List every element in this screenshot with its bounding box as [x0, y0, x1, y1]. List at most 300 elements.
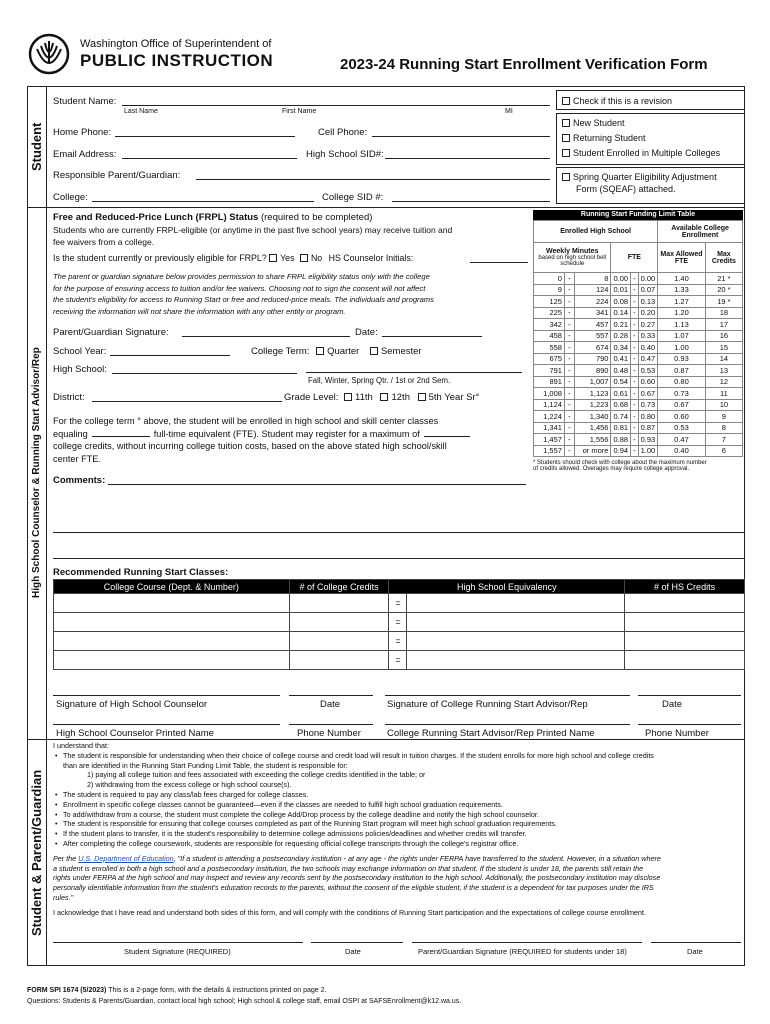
- email-label: Email Address:: [53, 149, 117, 160]
- class-cell-hs-equivalency[interactable]: [389, 651, 625, 670]
- funding-cell-min-from: 1,341: [534, 422, 565, 434]
- fte-line-3: college credits, without incurring college tuition costs, based on the above stated high school/skill: [53, 441, 447, 451]
- class-cell-college-course[interactable]: [54, 594, 290, 613]
- funding-cell-dash: -: [631, 376, 639, 388]
- college-term-label: College Term:: [251, 346, 310, 357]
- class-row: [54, 613, 745, 632]
- funding-cell-dash: -: [564, 411, 574, 423]
- revision-label: Check if this is a revision: [573, 96, 673, 106]
- ferpa-quote: [53, 854, 743, 903]
- funding-cell-max-fte: 0.80: [658, 376, 706, 388]
- equals-sign: =: [389, 594, 407, 612]
- funding-cell-max-fte: 1.13: [658, 319, 706, 331]
- funding-cell-dash: -: [631, 307, 639, 319]
- funding-cell-dash: -: [631, 422, 639, 434]
- funding-footnote-2: of credits allowed. Overages may require college approval.: [533, 466, 690, 472]
- sqeaf-checkbox-icon[interactable]: [562, 173, 570, 181]
- funding-cell-dash: -: [631, 445, 639, 457]
- funding-row: [534, 342, 743, 354]
- funding-cell-fte-to: 0.47: [638, 353, 658, 365]
- agreement-list: [53, 751, 743, 849]
- student-name-field[interactable]: [122, 105, 550, 106]
- frpl-note-4: receiving the information will not share the information with any other entity or program.: [53, 306, 346, 316]
- funding-cell-dash: -: [564, 422, 574, 434]
- funding-cell-max-credits: 13: [705, 365, 742, 377]
- funding-cell-max-credits: 10: [705, 399, 742, 411]
- grade-12-label: 12th: [391, 392, 410, 403]
- form-title: 2023-24 Running Start Enrollment Verification Form: [340, 56, 708, 73]
- class-cell-college-credits[interactable]: [289, 594, 389, 613]
- college-advisor-name-label: College Running Start Advisor/Rep Printed Name: [387, 728, 595, 739]
- agency-line1: Washington Office of Superintendent of: [80, 38, 272, 50]
- funding-cell-max-credits: 8: [705, 422, 742, 434]
- frpl-date-label: Date:: [355, 327, 378, 338]
- funding-cell-dash: -: [564, 353, 574, 365]
- funding-cell-fte-from: 0.01: [611, 284, 631, 296]
- funding-cell-min-from: 9: [534, 284, 565, 296]
- classes-body: [54, 594, 745, 670]
- footer-form-note: This is a 2-page form, with the details & instructions printed on page 2.: [106, 987, 327, 994]
- fte-line-4: center FTE.: [53, 453, 101, 464]
- class-cell-hs-equivalency[interactable]: [389, 594, 625, 613]
- student-sig-field[interactable]: [53, 942, 303, 943]
- funding-cell-dash: -: [564, 399, 574, 411]
- funding-cell-min-from: 1,124: [534, 399, 565, 411]
- college-advisor-sig-field[interactable]: [385, 695, 630, 696]
- student-date-field[interactable]: [311, 942, 403, 943]
- frpl-title-note: (required to be completed): [260, 212, 373, 223]
- class-row: [54, 651, 745, 670]
- sqeaf-label-1: Spring Quarter Eligibility Adjustment: [573, 172, 717, 182]
- funding-cell-min-from: 1,224: [534, 411, 565, 423]
- funding-cell-max-credits: 9: [705, 411, 742, 423]
- funding-cell-max-fte: 1.00: [658, 342, 706, 354]
- funding-cell-dash: -: [564, 319, 574, 331]
- funding-row: [534, 273, 743, 285]
- semester-label: Semester: [380, 346, 422, 357]
- funding-cell-fte-to: 0.60: [638, 376, 658, 388]
- guardian-sig-field[interactable]: [412, 942, 642, 943]
- funding-cell-dash: -: [564, 273, 574, 285]
- footer-questions: Questions: Students & Parents/Guardian, contact local high school; High school & college staff, email OSPI at SAFSEnrollment@k12.wa.us.: [27, 998, 462, 1005]
- college-field[interactable]: [92, 201, 314, 202]
- funding-cell-fte-from: 0.48: [611, 365, 631, 377]
- funding-cell-max-fte: 1.20: [658, 307, 706, 319]
- revision-checkbox[interactable]: [562, 96, 672, 106]
- funding-cell-dash: -: [631, 411, 639, 423]
- district-label: District:: [53, 392, 85, 403]
- funding-cell-fte-to: 0.40: [638, 342, 658, 354]
- frpl-initials-label: HS Counselor Initials:: [328, 253, 414, 263]
- funding-cell-fte-to: 0.93: [638, 434, 658, 446]
- guardian-field[interactable]: [196, 179, 550, 180]
- funding-cell-dash: -: [631, 353, 639, 365]
- returning-student-checkbox-icon[interactable]: [562, 134, 570, 142]
- footer-form-line: [27, 987, 326, 994]
- funding-cell-max-fte: 0.40: [658, 445, 706, 457]
- school-year-field[interactable]: [110, 355, 230, 356]
- funding-cell-fte-from: 0.14: [611, 307, 631, 319]
- funding-cell-min-to: 1,123: [574, 388, 611, 400]
- first-name-label: First Name: [282, 108, 317, 115]
- funding-cell-min-from: 458: [534, 330, 565, 342]
- funding-cell-fte-to: 0.67: [638, 388, 658, 400]
- fte-line-2: [53, 428, 470, 441]
- funding-cell-fte-from: 0.68: [611, 399, 631, 411]
- frpl-yes-checkbox[interactable]: [269, 254, 277, 262]
- revision-checkbox-icon[interactable]: [562, 97, 570, 105]
- new-student-checkbox-icon[interactable]: [562, 119, 570, 127]
- frpl-no-label: No: [310, 253, 323, 263]
- agreement-block: [53, 741, 743, 918]
- funding-cell-max-credits: 15: [705, 342, 742, 354]
- high-school-label: High School:: [53, 364, 107, 375]
- funding-cell-fte-to: 0.27: [638, 319, 658, 331]
- agency-line2: PUBLIC INSTRUCTION: [80, 51, 274, 70]
- funding-cell-min-to: or more: [574, 445, 611, 457]
- class-cell-hs-equivalency[interactable]: [389, 613, 625, 632]
- funding-cell-dash: -: [631, 330, 639, 342]
- col-hs-credits: # of HS Credits: [625, 580, 745, 594]
- funding-cell-min-to: 1,456: [574, 422, 611, 434]
- weekly-minutes-note: based on high school bell schedule: [538, 255, 607, 267]
- class-cell-hs-credits[interactable]: [625, 632, 745, 651]
- funding-cell-fte-to: 0.53: [638, 365, 658, 377]
- frpl-desc-2: fee waivers from a college.: [53, 237, 155, 247]
- comments-field-2[interactable]: [53, 532, 745, 533]
- comments-label: Comments:: [53, 475, 106, 486]
- funding-cell-max-credits: 19 *: [705, 296, 742, 308]
- funding-cell-max-credits: 20 *: [705, 284, 742, 296]
- funding-cell-fte-from: 0.61: [611, 388, 631, 400]
- funding-row: [534, 330, 743, 342]
- funding-cell-dash: -: [564, 445, 574, 457]
- funding-footnote-1: * Students should check with college about the maximum number: [533, 460, 707, 466]
- quarter-checkbox[interactable]: [316, 347, 324, 355]
- funding-row: [534, 319, 743, 331]
- class-cell-hs-equivalency[interactable]: [389, 632, 625, 651]
- funding-cell-fte-from: 0.21: [611, 319, 631, 331]
- funding-cell-dash: -: [631, 296, 639, 308]
- funding-cell-min-from: 1,557: [534, 445, 565, 457]
- college-advisor-date-field[interactable]: [638, 695, 741, 696]
- funding-cell-dash: -: [564, 284, 574, 296]
- semester-checkbox[interactable]: [370, 347, 378, 355]
- funding-row: [534, 388, 743, 400]
- new-student-checkbox[interactable]: [562, 118, 625, 128]
- frpl-question-row: [53, 253, 413, 263]
- college-advisor-phone-label: Phone Number: [645, 728, 709, 739]
- funding-cell-dash: -: [564, 330, 574, 342]
- frpl-title: Free and Reduced-Price Lunch (FRPL) Status: [53, 212, 259, 223]
- funding-cell-max-credits: 17: [705, 319, 742, 331]
- funding-cell-dash: -: [631, 388, 639, 400]
- funding-cell-max-fte: 0.93: [658, 353, 706, 365]
- funding-cell-dash: -: [631, 399, 639, 411]
- funding-cell-dash: -: [564, 296, 574, 308]
- class-row: [54, 632, 745, 651]
- sqeaf-checkbox[interactable]: [562, 172, 717, 182]
- funding-cell-fte-to: 0.00: [638, 273, 658, 285]
- funding-cell-dash: -: [631, 284, 639, 296]
- funding-cell-fte-to: 0.73: [638, 399, 658, 411]
- multiple-colleges-label: Student Enrolled in Multiple Colleges: [573, 148, 721, 158]
- funding-cell-min-from: 1,457: [534, 434, 565, 446]
- agreement-sub-1: 1) paying all college tuition and fees associated with exceeding the college credits identified in the table; or: [87, 770, 426, 780]
- class-cell-college-course[interactable]: [54, 651, 290, 670]
- frpl-initials-field[interactable]: [470, 262, 528, 263]
- class-cell-hs-credits[interactable]: [625, 594, 745, 613]
- funding-row: [534, 422, 743, 434]
- frpl-note-2: for the purpose of ensuring access to tuition and/or fee waivers. Choosing not to sign the consent will not affect: [53, 283, 426, 293]
- funding-cell-max-credits: 18: [705, 307, 742, 319]
- funding-row: [534, 284, 743, 296]
- funding-cell-min-to: 1,007: [574, 376, 611, 388]
- funding-cell-min-to: 124: [574, 284, 611, 296]
- funding-cell-max-credits: 14: [705, 353, 742, 365]
- student-name-label: Student Name:: [53, 96, 117, 107]
- comments-field-1[interactable]: [108, 484, 526, 485]
- funding-cell-min-to: 790: [574, 353, 611, 365]
- class-cell-college-credits[interactable]: [289, 632, 389, 651]
- funding-cell-max-fte: 0.53: [658, 422, 706, 434]
- hs-counselor-sig-label: Signature of High School Counselor: [56, 699, 208, 710]
- funding-cell-max-fte: 1.07: [658, 330, 706, 342]
- agreement-item-7: • After completing the college coursework, students are responsible for requesting official college transcripts through the college's registrar office.: [63, 839, 743, 849]
- ospi-logo: [28, 33, 70, 75]
- funding-cell-max-fte: 0.60: [658, 411, 706, 423]
- funding-row: [534, 411, 743, 423]
- funding-cell-fte-from: 0.74: [611, 411, 631, 423]
- college-term-field[interactable]: [306, 372, 522, 373]
- class-cell-hs-credits[interactable]: [625, 651, 745, 670]
- funding-cell-dash: -: [564, 365, 574, 377]
- funding-table-body: [534, 273, 743, 457]
- hs-sid-field[interactable]: [385, 158, 550, 159]
- funding-cell-dash: -: [631, 365, 639, 377]
- class-cell-college-course[interactable]: [54, 613, 290, 632]
- funding-cell-min-from: 791: [534, 365, 565, 377]
- high-school-field[interactable]: [112, 373, 297, 374]
- frpl-sig-field[interactable]: [182, 336, 350, 337]
- fte-line-2a: equaling: [53, 428, 88, 439]
- student-date-label: Date: [345, 947, 361, 956]
- college-label: College:: [53, 192, 88, 203]
- school-year-label: School Year:: [53, 346, 107, 357]
- funding-cell-fte-to: 0.33: [638, 330, 658, 342]
- guardian-date-field[interactable]: [651, 942, 741, 943]
- grade-11-checkbox[interactable]: [344, 393, 352, 401]
- weekly-minutes-header: [534, 243, 611, 273]
- agreement-item-6: • If the student plans to transfer, it is the student's responsibility to determine college admissions policies/deadlines and whether credits will transfer.: [63, 829, 743, 839]
- agreement-item-5: • The student is responsible for ensuring that college courses completed as part of the Running Start program will meet high school graduation requirements.: [63, 819, 743, 829]
- equals-sign: =: [389, 613, 407, 631]
- sqeaf-label-2: Form (SQEAF) attached.: [576, 184, 676, 194]
- funding-cell-dash: -: [564, 434, 574, 446]
- funding-row: [534, 296, 743, 308]
- funding-cell-max-credits: 16: [705, 330, 742, 342]
- college-advisor-date-label: Date: [662, 699, 683, 710]
- funding-cell-dash: -: [564, 342, 574, 354]
- class-cell-college-credits[interactable]: [289, 613, 389, 632]
- funding-table-title: Running Start Funding Limit Table: [533, 210, 743, 220]
- funding-cell-max-credits: 7: [705, 434, 742, 446]
- funding-cell-dash: -: [631, 319, 639, 331]
- funding-row: [534, 445, 743, 457]
- ferpa-line-4: personally identifiable information from the student's education records to the parents, without the consent of the eligible student, if the student is a dependent for tax purposes under the IRS: [53, 883, 654, 893]
- funding-row: [534, 353, 743, 365]
- frpl-no-checkbox[interactable]: [300, 254, 308, 262]
- funding-cell-fte-to: 0.07: [638, 284, 658, 296]
- funding-row: [534, 307, 743, 319]
- section-counselor: High School Counselor & Running Start Advisor/Rep: [31, 347, 42, 599]
- fte-line-1: For the college term ° above, the student will be enrolled in high school and skill center classes: [53, 416, 439, 426]
- returning-student-checkbox[interactable]: [562, 133, 646, 143]
- quarter-label: Quarter: [327, 346, 360, 357]
- college-sid-field[interactable]: [392, 201, 550, 202]
- classes-table: [53, 579, 745, 670]
- college-advisor-sig-label: Signature of College Running Start Advisor/Rep: [387, 699, 588, 710]
- funding-cell-dash: -: [564, 376, 574, 388]
- section-student-guardian: Student & Parent/Guardian: [29, 769, 44, 936]
- funding-cell-dash: -: [631, 342, 639, 354]
- agreement-item-2: • The student is required to pay any class/lab fees charged for college classes.: [63, 790, 743, 800]
- college-sid-label: College SID #:: [322, 192, 384, 203]
- funding-cell-min-to: 890: [574, 365, 611, 377]
- multiple-colleges-checkbox-icon[interactable]: [562, 149, 570, 157]
- funding-cell-fte-from: 0.54: [611, 376, 631, 388]
- district-field[interactable]: [92, 401, 282, 402]
- funding-row: [534, 399, 743, 411]
- cell-phone-field[interactable]: [372, 136, 550, 137]
- class-cell-college-credits[interactable]: [289, 651, 389, 670]
- funding-cell-min-from: 125: [534, 296, 565, 308]
- email-field[interactable]: [122, 158, 297, 159]
- funding-cell-fte-from: 0.94: [611, 445, 631, 457]
- comments-field-3[interactable]: [53, 558, 745, 559]
- multiple-colleges-checkbox[interactable]: [562, 148, 720, 158]
- hs-counselor-date-field[interactable]: [289, 695, 373, 696]
- ferpa-line-1: [53, 854, 743, 864]
- frpl-note-3: the student's eligibility for access to Running Start or free and reduced-price meals. The individuals and programs: [53, 295, 434, 304]
- funding-cell-min-from: 558: [534, 342, 565, 354]
- classes-title: Recommended Running Start Classes:: [53, 567, 229, 578]
- footer-form-id: FORM SPI 1674 (5/2023): [27, 987, 107, 994]
- divider-student: [27, 207, 745, 208]
- ferpa-line-3: rights under FERPA at the high school and may inspect and review any records sent by the postsecondary institution to the high school. Additionally, the postsecondary institution may disclose: [53, 873, 661, 883]
- funding-cell-min-to: 674: [574, 342, 611, 354]
- ferpa-line-1-text: , "If a student is attending a postsecondary institution - at any age - the rights under FERPA have transferred to the student. However, in a situation where: [173, 853, 661, 863]
- max-credits-field[interactable]: [424, 428, 470, 437]
- college-advisor-name-field[interactable]: [385, 724, 630, 725]
- funding-cell-max-fte: 0.73: [658, 388, 706, 400]
- hs-counselor-sig-field[interactable]: [53, 695, 280, 696]
- funding-cell-dash: -: [631, 273, 639, 285]
- section-column-divider: [46, 86, 47, 966]
- hs-counselor-date-label: Date: [320, 699, 341, 710]
- funding-cell-min-from: 891: [534, 376, 565, 388]
- frpl-date-field[interactable]: [382, 336, 482, 337]
- col-college-course: College Course (Dept. & Number): [54, 580, 290, 594]
- returning-student-label: Returning Student: [573, 133, 646, 143]
- funding-cell-dash: -: [631, 434, 639, 446]
- home-phone-field[interactable]: [115, 136, 295, 137]
- funding-cell-fte-from: 0.00: [611, 273, 631, 285]
- agreement-item-1: [63, 751, 743, 790]
- frpl-yes-label: Yes: [280, 253, 295, 263]
- mi-label: MI: [505, 108, 513, 115]
- frpl-note: [53, 271, 434, 317]
- funding-cell-fte-from: 0.08: [611, 296, 631, 308]
- funding-cell-max-fte: 1.27: [658, 296, 706, 308]
- funding-row: [534, 376, 743, 388]
- ospi-logo-icon: [28, 33, 70, 75]
- hs-counselor-phone-field[interactable]: [289, 724, 373, 725]
- last-name-label: Last Name: [124, 108, 158, 115]
- fte-header: FTE: [611, 243, 658, 273]
- funding-cell-fte-to: 0.13: [638, 296, 658, 308]
- class-cell-college-course[interactable]: [54, 632, 290, 651]
- frpl-question: Is the student currently or previously eligible for FRPL?: [53, 253, 267, 263]
- frpl-title-row: [53, 212, 372, 223]
- frpl-note-1: The parent or guardian signature below provides permission to share FRPL eligibility status only with the college: [53, 272, 430, 281]
- equals-sign: =: [389, 632, 407, 650]
- funding-cell-fte-from: 0.41: [611, 353, 631, 365]
- max-fte-header: Max Allowed FTE: [658, 243, 706, 273]
- college-advisor-phone-field[interactable]: [638, 724, 741, 725]
- funding-cell-fte-from: 0.81: [611, 422, 631, 434]
- divider-counselor: [27, 739, 745, 740]
- ferpa-line-2: a student is enrolled in both a high school and a postsecondary institution, the two schools may exchange information on that student. If the student is under 18, the parents still retain the: [53, 863, 644, 873]
- guardian-date-label: Date: [687, 947, 703, 956]
- col-college-credits: # of College Credits: [289, 580, 389, 594]
- class-cell-hs-credits[interactable]: [625, 613, 745, 632]
- funding-cell-min-to: 8: [574, 273, 611, 285]
- funding-table: [533, 210, 743, 472]
- hs-counselor-name-field[interactable]: [53, 724, 280, 725]
- funding-cell-fte-to: 0.20: [638, 307, 658, 319]
- funding-cell-min-to: 224: [574, 296, 611, 308]
- new-student-label: New Student: [573, 118, 625, 128]
- fte-statement: [53, 415, 470, 465]
- funding-table-grid: [533, 220, 743, 457]
- funding-cell-max-fte: 1.33: [658, 284, 706, 296]
- agreement-intro: I understand that:: [53, 741, 109, 750]
- section-student: Student: [29, 122, 44, 171]
- grade-12-checkbox[interactable]: [380, 393, 388, 401]
- funding-cell-fte-to: 0.87: [638, 422, 658, 434]
- funding-cell-min-to: 1,556: [574, 434, 611, 446]
- college-term-row: [251, 346, 422, 357]
- funding-cell-fte-from: 0.28: [611, 330, 631, 342]
- weekly-minutes-title: Weekly Minutes: [546, 248, 599, 255]
- funding-cell-max-fte: 0.87: [658, 365, 706, 377]
- funding-cell-max-credits: 6: [705, 445, 742, 457]
- funding-cell-fte-from: 0.34: [611, 342, 631, 354]
- available-header: Available College Enrollment: [658, 221, 743, 243]
- ferpa-link[interactable]: U.S. Department of Education: [78, 853, 174, 863]
- funding-cell-min-from: 1,008: [534, 388, 565, 400]
- class-row: [54, 594, 745, 613]
- funding-row: [534, 365, 743, 377]
- grade-11-label: 11th: [355, 392, 373, 403]
- fte-equaling-field[interactable]: [92, 428, 150, 437]
- agreement-item-1-line-2: than are identified in the Running Start Funding Limit Table, the student is responsible for:: [63, 760, 348, 770]
- funding-cell-min-to: 557: [574, 330, 611, 342]
- funding-cell-dash: -: [564, 307, 574, 319]
- grade-5th-checkbox[interactable]: [418, 393, 426, 401]
- agreement-item-3: • Enrollment in specific college classes cannot be guaranteed—even if the classes are needed to fulfill high school graduation requirements.: [63, 800, 743, 810]
